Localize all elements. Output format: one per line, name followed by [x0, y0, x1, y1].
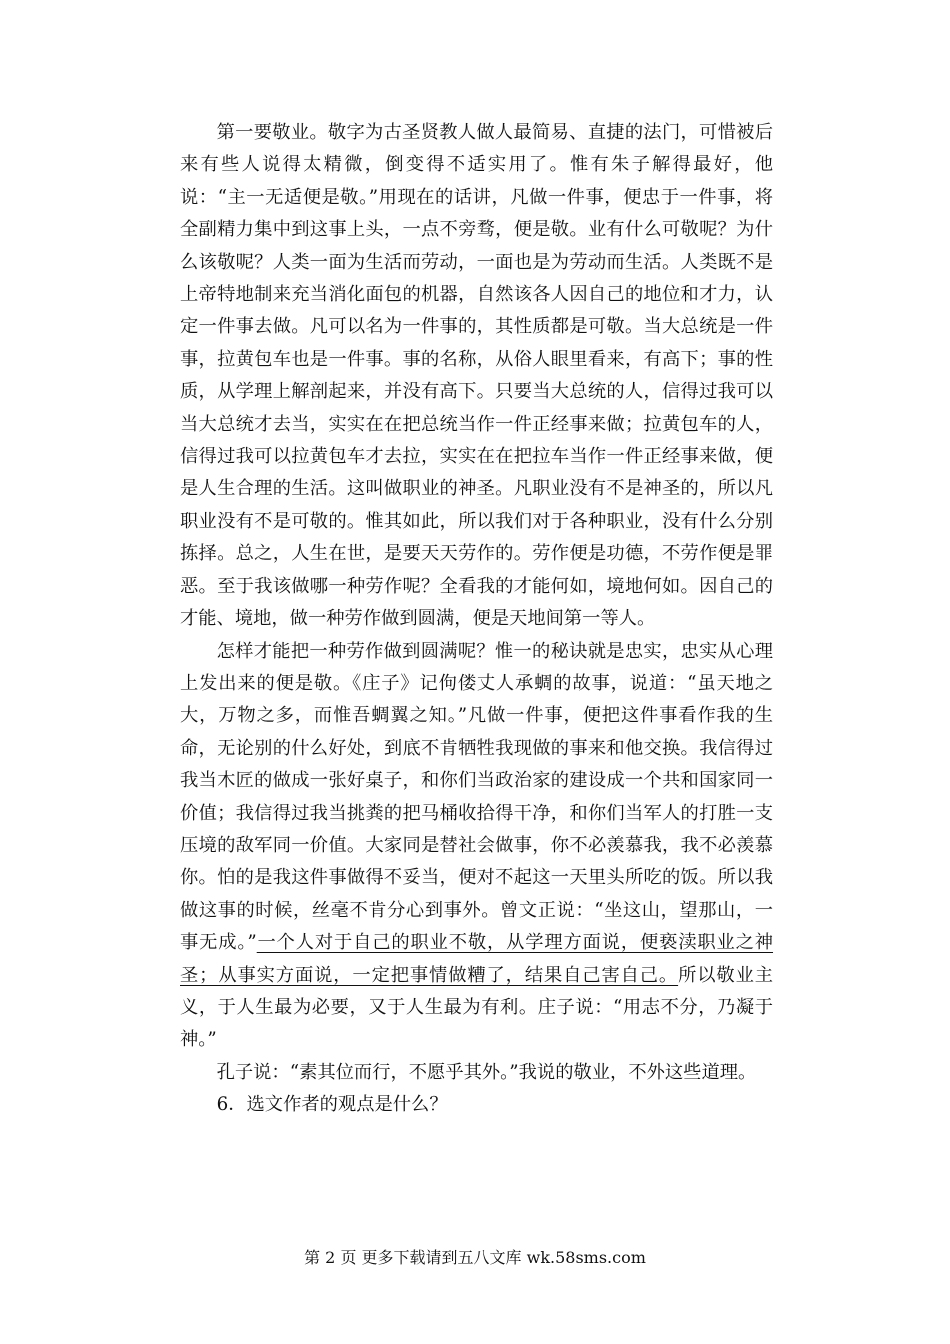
paragraph-2 [180, 636, 773, 1057]
paragraph-2-tail: 所以敬业主义，于人生最为必要，又于人生最为有利。庄子说：“用志不分，乃凝于神。” [180, 964, 774, 1051]
question-6: 6．选文作者的观点是什么？ [216, 1094, 448, 1116]
paragraph-2-text: 怎样才能把一种劳作做到圆满呢？惟一的秘诀就是忠实，忠实从心理上发出来的便是敬。《庄子》记佝偻丈人承蜩的故事，说道：“虽天地之大，万物之多，而惟吾蜩翼之知。”凡做一件事，便把这件事看作我的生命，无论别的什么好处，到底不肯牺牲我现做的事来和他交换。我信得过我当木匠的做成一张好桌子，和你们当政治家的建设成一个共和国家同一价值；我信得过我当挑粪的把马桶收拾得干净，和你们当军人的打胜一支压境的敌军同一价值。大家同是替社会做事，你不必羡慕我，我不必羡慕你。怕的是我这件事做得不妥当，便对不起这一天里头所吃的饭。所以我做这事的时候，丝毫不肯分心到事外。曾文正说：“坐这山，望那山，一事无成。” [180, 640, 773, 954]
article-body [180, 117, 773, 1122]
paragraph-3: 孔子说：“素其位而行，不愿乎其外。”我说的敬业，不外这些道理。 [216, 1061, 757, 1083]
paragraph-1: 第一要敬业。敬字为古圣贤教人做人最简易、直捷的法门，可惜被后来有些人说得太精微，倒变得不适实用了。惟有朱子解得最好，他说：“主一无适便是敬。”用现在的话讲，凡做一件事，便忠于一件事，将全副精力集中到这事上头，一点不旁骛，便是敬。业有什么可敬呢？为什么该敬呢？人类一面为生活而劳动，一面也是为劳动而生活。人类既不是上帝特地制来充当消化面包的机器，自然该各人因自己的地位和才力，认定一件事去做。凡可以名为一件事的，其性质都是可敬。当大总统是一件事，拉黄包车也是一件事。事的名称，从俗人眼里看来，有高下；事的性质，从学理上解剖起来，并没有高下。只要当大总统的人，信得过我可以当大总统才去当，实实在在把总统当作一件正经事来做；拉黄包车的人，信得过我可以拉黄包车才去拉，实实在在把拉车当作一件正经事来做，便是人生合理的生活。这叫做职业的神圣。凡职业没有不是神圣的，所以凡职业没有不是可敬的。惟其如此，所以我们对于各种职业，没有什么分别拣择。总之，人生在世，是要天天劳作的。劳作便是功德，不劳作便是罪恶。至于我该做哪一种劳作呢？全看我的才能何如，境地何如。因自己的才能、境地，做一种劳作做到圆满，便是天地间第一等人。 [180, 122, 773, 630]
underlined-sentence: 一个人对于自己的职业不敬，从学理方面说，便亵渎职业之神圣；从事实方面说，一定把事情做糟了，结果自己害自己。 [180, 932, 774, 986]
page-footer: 第 2 页 更多下载请到五八文库 wk.58sms.com [304, 1248, 646, 1267]
